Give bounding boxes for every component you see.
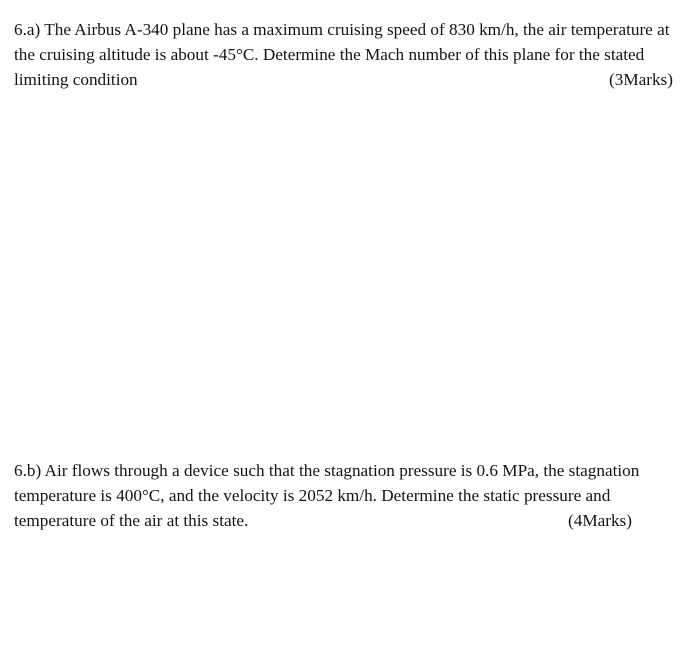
- question-6a-line-1: 6.a) The Airbus A-340 plane has a maximum cruising speed of 830 km/h, the air temperature at: [14, 20, 670, 39]
- question-6b-line-3-text: temperature of the air at this state.: [14, 511, 249, 530]
- question-6b-line-3: [14, 508, 694, 533]
- question-6b: [14, 458, 694, 533]
- question-6a: [14, 17, 694, 92]
- question-6b-marks: (4Marks): [568, 511, 632, 530]
- question-6a-marks: (3Marks): [609, 70, 673, 89]
- question-6a-line-3: [14, 67, 694, 92]
- question-6b-line-2: temperature is 400°C, and the velocity is 2052 km/h. Determine the static pressure and: [14, 486, 611, 505]
- question-6b-line-1: 6.b) Air flows through a device such that the stagnation pressure is 0.6 MPa, the stagnation: [14, 461, 640, 480]
- question-6a-line-2: the cruising altitude is about -45°C. Determine the Mach number of this plane for the stated: [14, 45, 645, 64]
- question-6a-line-3-text: limiting condition: [14, 70, 138, 89]
